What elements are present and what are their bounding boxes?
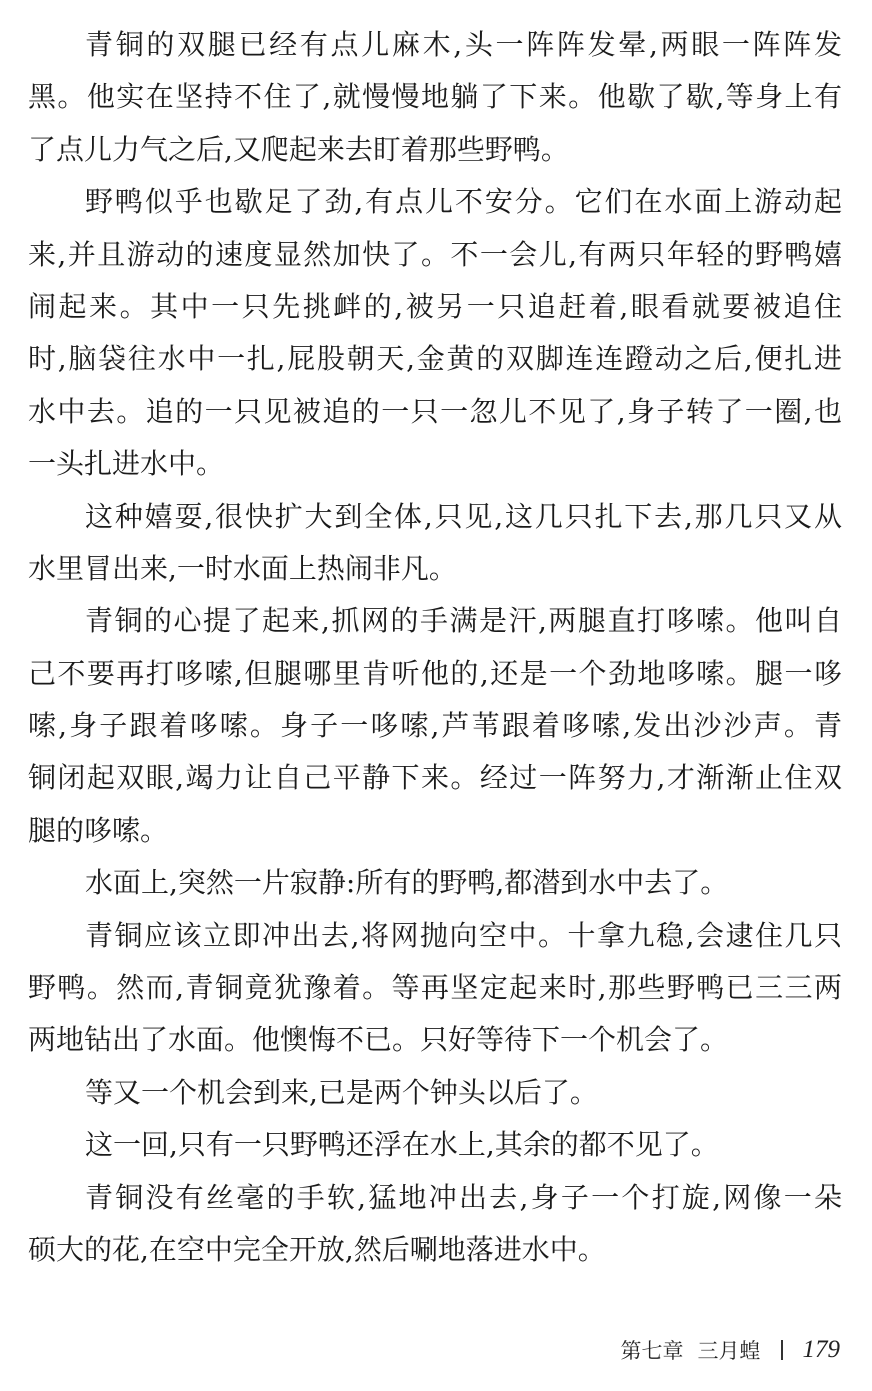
paragraph bbox=[28, 595, 842, 857]
text-line: 了点儿力气之后,又爬起来去盯着那些野鸭。 bbox=[28, 132, 569, 166]
text-line: 野鸭。然而,青铜竟犹豫着。等再坚定起来时,那些野鸭已三三两 bbox=[28, 971, 842, 1005]
paragraph bbox=[28, 857, 842, 909]
text-line: 青铜没有丝毫的手软,猛地冲出去,身子一个打旋,网像一朵 bbox=[85, 1180, 842, 1214]
text-line: 硕大的花,在空中完全开放,然后唰地落进水中。 bbox=[28, 1232, 606, 1266]
page-number: 179 bbox=[802, 1336, 840, 1363]
text-line: 水面上,突然一片寂静:所有的野鸭,都潜到水中去了。 bbox=[85, 866, 729, 900]
text-line: 这种嬉耍,很快扩大到全体,只见,这几只扎下去,那几只又从 bbox=[85, 499, 842, 533]
text-line: 嗦,身子跟着哆嗦。身子一哆嗦,芦苇跟着哆嗦,发出沙沙声。青 bbox=[28, 709, 842, 743]
paragraph bbox=[28, 19, 842, 176]
page-footer bbox=[621, 1332, 841, 1368]
text-line: 黑。他实在坚持不住了,就慢慢地躺了下来。他歇了歇,等身上有 bbox=[28, 80, 842, 114]
text-line: 水里冒出来,一时水面上热闹非凡。 bbox=[28, 551, 457, 585]
text-line: 闹起来。其中一只先挑衅的,被另一只追赶着,眼看就要被追住 bbox=[28, 289, 842, 323]
text-line: 两地钻出了水面。他懊悔不已。只好等待下一个机会了。 bbox=[28, 1023, 729, 1057]
paragraph bbox=[28, 1067, 842, 1119]
text-line: 时,脑袋往水中一扎,屁股朝天,金黄的双脚连连蹬动之后,便扎进 bbox=[28, 342, 842, 376]
text-line: 青铜的双腿已经有点儿麻木,头一阵阵发晕,两眼一阵阵发 bbox=[85, 28, 842, 61]
paragraph bbox=[28, 176, 842, 490]
paragraph bbox=[28, 491, 842, 596]
text-line: 水中去。追的一只见被追的一只一忽儿不见了,身子转了一圈,也 bbox=[28, 394, 842, 428]
text-line: 己不要再打哆嗦,但腿哪里肯听他的,还是一个劲地哆嗦。腿一哆 bbox=[28, 656, 842, 690]
text-line: 青铜应该立即冲出去,将网抛向空中。十拿九稳,会逮住几只 bbox=[85, 918, 842, 952]
text-line: 腿的哆嗦。 bbox=[28, 813, 169, 847]
page-body bbox=[28, 19, 842, 1276]
text-line: 等又一个机会到来,已是两个钟头以后了。 bbox=[85, 1075, 598, 1109]
text-line: 一头扎进水中。 bbox=[28, 447, 225, 481]
text-line: 来,并且游动的速度显然加快了。不一会儿,有两只年轻的野鸭嬉 bbox=[28, 237, 842, 271]
text-line: 野鸭似乎也歇足了劲,有点儿不安分。它们在水面上游动起 bbox=[85, 185, 842, 219]
text-line: 青铜的心提了起来,抓网的手满是汗,两腿直打哆嗦。他叫自 bbox=[85, 604, 842, 638]
chapter-label: 第七章 bbox=[620, 1339, 684, 1363]
text-line: 铜闭起双眼,竭力让自己平静下来。经过一阵努力,才渐渐止住双 bbox=[28, 761, 842, 795]
footer-divider bbox=[781, 1340, 783, 1360]
paragraph bbox=[28, 910, 842, 1067]
chapter-title: 三月蝗 bbox=[697, 1339, 761, 1363]
paragraph bbox=[28, 1172, 842, 1277]
paragraph bbox=[28, 1119, 842, 1171]
text-line: 这一回,只有一只野鸭还浮在水上,其余的都不见了。 bbox=[85, 1128, 719, 1162]
